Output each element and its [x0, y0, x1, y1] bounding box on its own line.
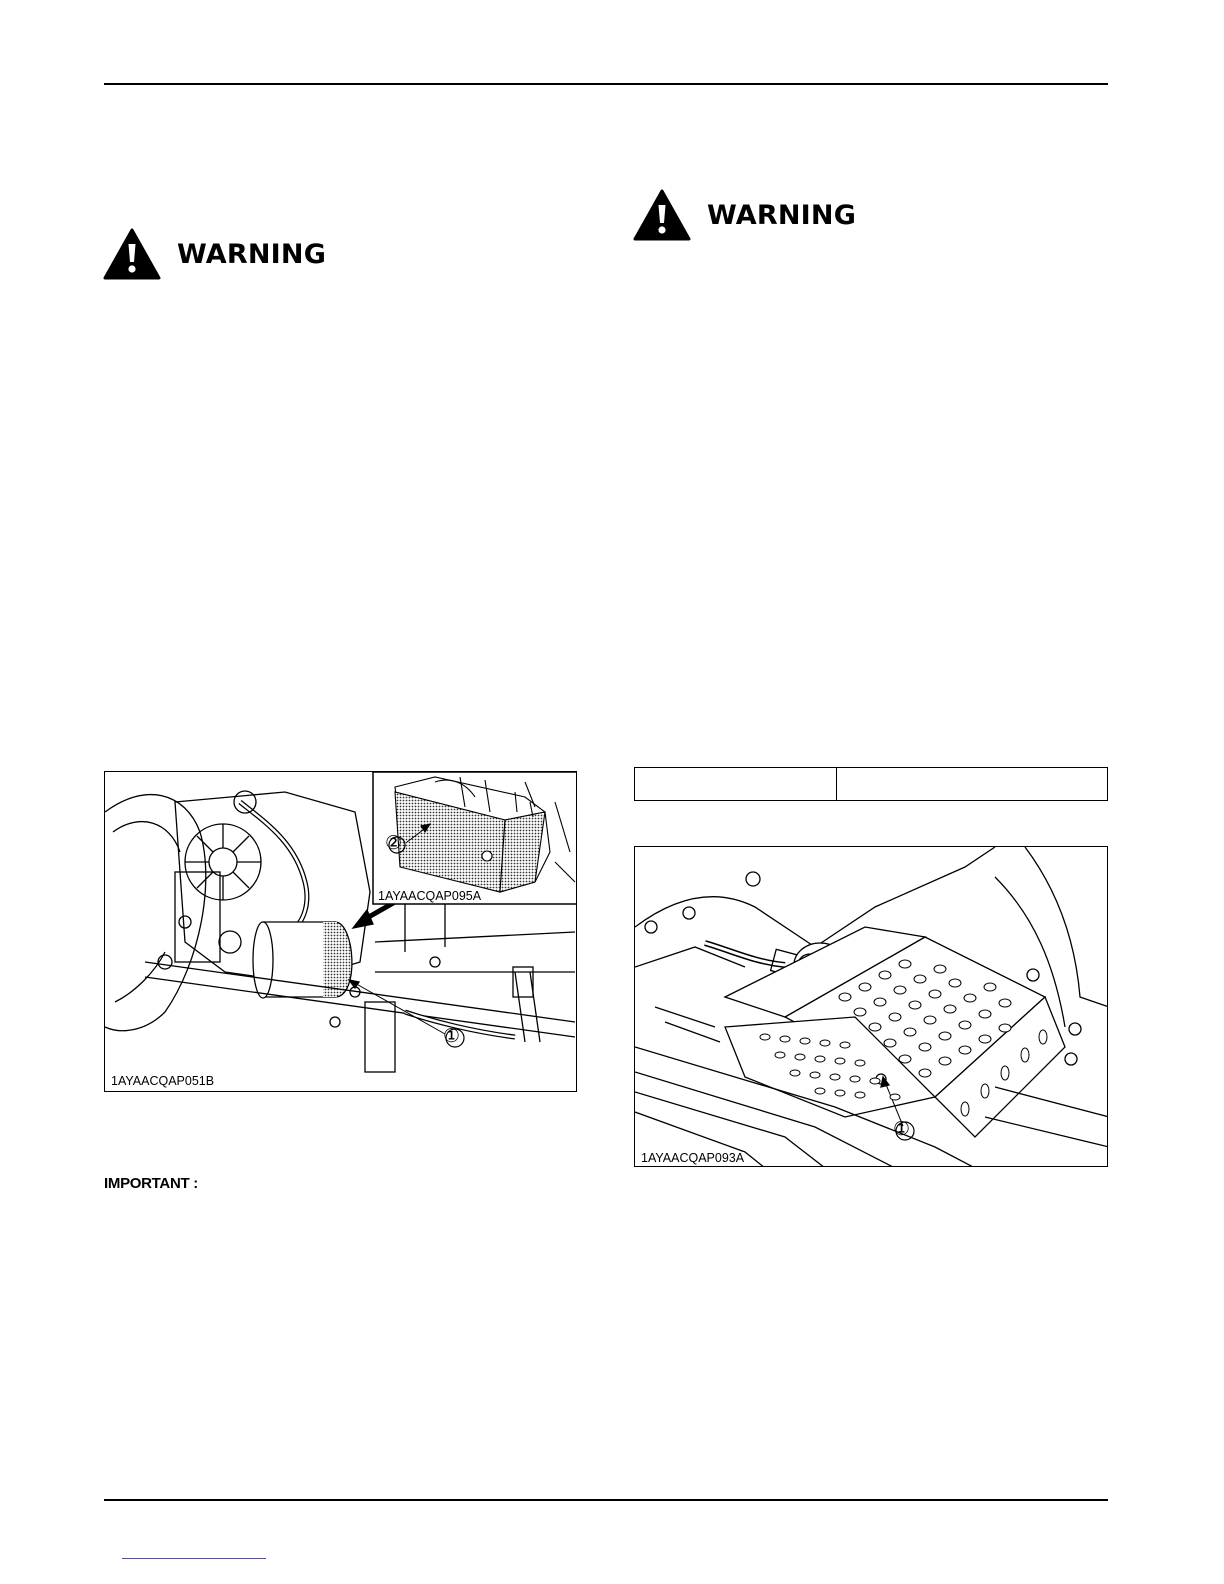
- warning-label: WARNING: [177, 238, 327, 270]
- table-row: [635, 768, 1108, 801]
- spec-table: [634, 767, 1108, 801]
- footer-rule: [104, 1499, 1108, 1501]
- warning-heading-right: [633, 189, 856, 241]
- table-cell: [837, 768, 1108, 801]
- callout-1: ①: [443, 1025, 461, 1047]
- header-rule: [104, 83, 1108, 85]
- drain-plug-figure: [634, 846, 1108, 1167]
- warning-label: WARNING: [707, 199, 857, 231]
- callout-2: ②: [385, 832, 403, 854]
- figure-code-inset: 1AYAACQAP095A: [378, 889, 482, 903]
- footer-link-underline[interactable]: [122, 1558, 266, 1559]
- callout-1: ①: [893, 1118, 911, 1140]
- warning-triangle-icon: [633, 189, 691, 241]
- warning-triangle-icon: [103, 228, 161, 280]
- oil-filter-figure: [104, 771, 577, 1092]
- drain-plug-illustration: [635, 847, 1108, 1167]
- figure-code: 1AYAACQAP093A: [641, 1151, 745, 1165]
- figure-code: 1AYAACQAP051B: [111, 1074, 215, 1088]
- table-cell: [635, 768, 837, 801]
- important-label: IMPORTANT :: [104, 1175, 198, 1192]
- oil-filter-illustration: [105, 772, 577, 1092]
- warning-heading-left: [103, 228, 326, 280]
